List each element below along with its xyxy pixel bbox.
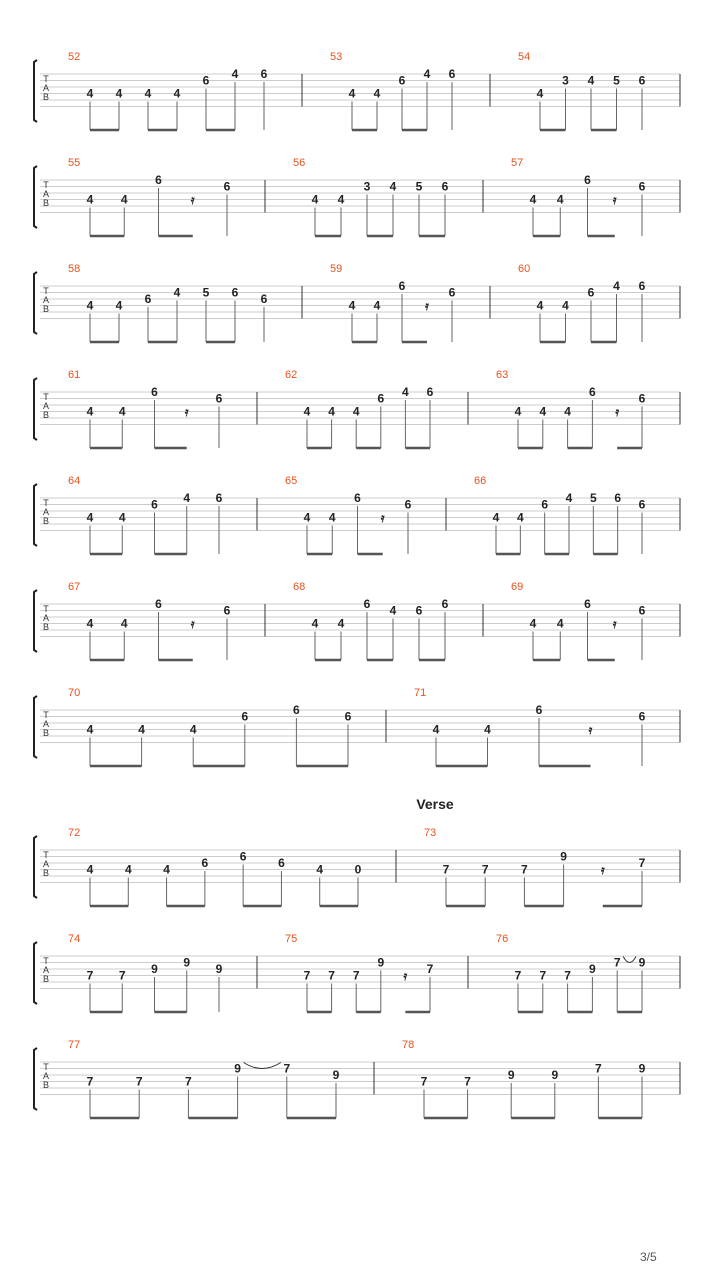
fret-number: 4 bbox=[303, 510, 311, 525]
fret-number: 6 bbox=[541, 497, 549, 512]
fret-number: 4 bbox=[328, 510, 336, 525]
fret-number: 4 bbox=[144, 86, 152, 101]
fret-number: 4 bbox=[303, 404, 311, 419]
fret-number: 6 bbox=[239, 849, 247, 864]
fret-number: 6 bbox=[201, 856, 209, 870]
measure-number: 75 bbox=[285, 933, 298, 945]
system-bracket bbox=[34, 166, 37, 228]
fret-number: 4 bbox=[86, 86, 94, 101]
fret-number: 4 bbox=[562, 298, 569, 313]
fret-number: 4 bbox=[124, 862, 132, 877]
rest-symbol: 𝄿 bbox=[425, 299, 429, 313]
fret-number: 6 bbox=[638, 497, 646, 512]
fret-number: 6 bbox=[441, 179, 449, 194]
system-bracket bbox=[34, 1048, 37, 1110]
measure-number: 67 bbox=[68, 581, 81, 593]
fret-number: 9 bbox=[560, 849, 567, 864]
system-bracket bbox=[34, 696, 37, 758]
fret-number: 7 bbox=[86, 1074, 94, 1089]
fret-number: 5 bbox=[202, 285, 210, 300]
fret-number: 5 bbox=[415, 179, 423, 194]
fret-number: 4 bbox=[529, 192, 537, 207]
fret-number: 4 bbox=[389, 603, 397, 618]
fret-number: 6 bbox=[202, 73, 210, 88]
tab-clef-letter: B bbox=[42, 622, 50, 632]
fret-number: 4 bbox=[86, 510, 94, 525]
fret-number: 6 bbox=[638, 391, 646, 406]
fret-number: 6 bbox=[426, 385, 434, 399]
rest-symbol: 𝄿 bbox=[380, 511, 385, 525]
fret-number: 6 bbox=[404, 497, 412, 512]
measure-number: 57 bbox=[511, 157, 524, 169]
fret-number: 4 bbox=[536, 86, 544, 101]
measure-number: 72 bbox=[68, 827, 81, 839]
tie-arc bbox=[244, 1063, 281, 1069]
fret-number: 6 bbox=[638, 603, 646, 618]
measure-number: 59 bbox=[330, 263, 343, 275]
fret-number: 5 bbox=[613, 73, 620, 88]
fret-number: 4 bbox=[86, 404, 94, 419]
fret-number: 4 bbox=[115, 86, 123, 101]
rest-symbol: 𝄿 bbox=[600, 863, 605, 877]
fret-number: 6 bbox=[260, 292, 268, 306]
measure-number: 68 bbox=[293, 581, 306, 593]
fret-number: 6 bbox=[260, 67, 268, 81]
fret-number: 6 bbox=[638, 709, 646, 724]
measure-number: 70 bbox=[68, 687, 81, 699]
fret-number: 7 bbox=[514, 968, 522, 983]
fret-number: 5 bbox=[589, 491, 597, 505]
fret-number: 4 bbox=[316, 862, 324, 877]
tab-clef-letter: B bbox=[42, 410, 50, 420]
fret-number: 4 bbox=[138, 722, 145, 737]
tab-clef-letter: T bbox=[43, 710, 49, 720]
tab-clef-letter: A bbox=[42, 295, 50, 305]
measure-number: 64 bbox=[68, 475, 81, 487]
fret-number: 4 bbox=[352, 404, 360, 419]
fret-number: 7 bbox=[303, 968, 311, 983]
fret-number: 6 bbox=[223, 179, 231, 194]
fret-number: 9 bbox=[638, 955, 646, 970]
tab-clef-letter: B bbox=[42, 728, 50, 738]
fret-number: 7 bbox=[613, 955, 621, 970]
tab-clef-letter: B bbox=[42, 516, 50, 526]
fret-number: 7 bbox=[638, 856, 646, 870]
fret-number: 7 bbox=[426, 962, 434, 976]
measure-number: 77 bbox=[68, 1039, 81, 1051]
fret-number: 4 bbox=[432, 722, 440, 737]
fret-number: 7 bbox=[464, 1074, 471, 1089]
fret-number: 6 bbox=[223, 603, 231, 618]
fret-number: 7 bbox=[481, 862, 489, 877]
fret-number: 4 bbox=[565, 491, 573, 505]
tab-clef-letter: A bbox=[42, 965, 50, 975]
fret-number: 6 bbox=[155, 597, 162, 611]
fret-number: 7 bbox=[420, 1074, 428, 1089]
fret-number: 6 bbox=[535, 703, 543, 717]
fret-number: 7 bbox=[595, 1061, 602, 1076]
fret-number: 4 bbox=[423, 67, 431, 81]
fret-number: 7 bbox=[86, 968, 94, 983]
tab-clef-letter: T bbox=[43, 956, 49, 966]
tab-clef-letter: A bbox=[42, 401, 50, 411]
fret-number: 4 bbox=[529, 616, 537, 631]
system-bracket bbox=[34, 942, 37, 1004]
tab-clef-letter: A bbox=[42, 507, 50, 517]
fret-number: 7 bbox=[539, 968, 547, 983]
rest-symbol: 𝄿 bbox=[612, 617, 617, 631]
fret-number: 4 bbox=[337, 192, 345, 207]
measure-number: 69 bbox=[511, 581, 524, 593]
rest-symbol: 𝄿 bbox=[615, 405, 620, 419]
fret-number: 4 bbox=[556, 616, 564, 631]
tab-clef-letter: T bbox=[43, 180, 49, 190]
system-bracket bbox=[34, 272, 37, 334]
measure-number: 76 bbox=[496, 933, 509, 945]
fret-number: 4 bbox=[373, 86, 381, 101]
tab-clef-letter: T bbox=[43, 74, 49, 84]
tab-clef-letter: A bbox=[42, 189, 50, 199]
fret-number: 4 bbox=[348, 298, 356, 313]
section-label-verse: Verse bbox=[416, 796, 454, 812]
fret-number: 6 bbox=[215, 491, 223, 505]
fret-number: 4 bbox=[484, 722, 491, 737]
fret-number: 6 bbox=[398, 279, 406, 293]
fret-number: 7 bbox=[521, 862, 528, 877]
fret-number: 6 bbox=[589, 385, 596, 399]
tab-clef-letter: T bbox=[43, 498, 49, 508]
fret-number: 9 bbox=[507, 1068, 515, 1082]
fret-number: 4 bbox=[556, 192, 564, 207]
measure-number: 73 bbox=[424, 827, 437, 839]
fret-number: 0 bbox=[354, 862, 362, 877]
system-bracket bbox=[34, 836, 37, 898]
measure-number: 74 bbox=[68, 933, 81, 945]
fret-number: 9 bbox=[234, 1061, 241, 1076]
fret-number: 4 bbox=[118, 510, 126, 525]
measure-number: 65 bbox=[285, 475, 298, 487]
tab-clef-letter: T bbox=[43, 392, 49, 402]
measure-number: 60 bbox=[518, 263, 531, 275]
fret-number: 9 bbox=[151, 962, 158, 976]
system-bracket bbox=[34, 378, 37, 440]
tab-clef-letter: A bbox=[42, 719, 50, 729]
fret-number: 4 bbox=[311, 616, 319, 631]
tie-arc bbox=[623, 957, 636, 963]
fret-number: 6 bbox=[293, 703, 300, 717]
fret-number: 6 bbox=[144, 292, 152, 306]
fret-number: 4 bbox=[389, 179, 397, 194]
measure-number: 53 bbox=[330, 51, 343, 63]
fret-number: 7 bbox=[118, 968, 126, 983]
fret-number: 3 bbox=[363, 179, 371, 194]
fret-number: 6 bbox=[448, 285, 456, 300]
fret-number: 9 bbox=[215, 962, 223, 976]
system-bracket bbox=[34, 60, 37, 122]
tab-clef-letter: B bbox=[42, 974, 50, 984]
fret-number: 9 bbox=[638, 1061, 646, 1076]
system-bracket bbox=[34, 484, 37, 546]
fret-number: 9 bbox=[551, 1068, 559, 1082]
fret-number: 9 bbox=[377, 955, 385, 970]
fret-number: 7 bbox=[135, 1074, 143, 1089]
tab-clef-letter: B bbox=[42, 1080, 50, 1090]
fret-number: 4 bbox=[587, 73, 595, 88]
rest-symbol: 𝄿 bbox=[190, 617, 195, 631]
fret-number: 3 bbox=[562, 73, 569, 88]
fret-number: 6 bbox=[231, 285, 239, 300]
fret-number: 4 bbox=[311, 192, 319, 207]
fret-number: 4 bbox=[492, 510, 500, 525]
fret-number: 4 bbox=[86, 616, 94, 631]
tab-clef-letter: B bbox=[42, 198, 50, 208]
fret-number: 9 bbox=[183, 955, 191, 970]
fret-number: 4 bbox=[118, 404, 126, 419]
fret-number: 6 bbox=[241, 709, 249, 724]
fret-number: 6 bbox=[151, 497, 158, 512]
fret-number: 6 bbox=[638, 179, 646, 194]
tab-clef-letter: T bbox=[43, 286, 49, 296]
fret-number: 4 bbox=[86, 862, 94, 877]
fret-number: 4 bbox=[86, 298, 94, 313]
fret-number: 4 bbox=[120, 616, 128, 631]
fret-number: 4 bbox=[115, 298, 123, 313]
fret-number: 6 bbox=[415, 603, 423, 618]
tab-clef-letter: T bbox=[43, 850, 49, 860]
fret-number: 4 bbox=[348, 86, 356, 101]
fret-number: 4 bbox=[516, 510, 524, 525]
measure-number: 56 bbox=[293, 157, 306, 169]
fret-number: 4 bbox=[163, 862, 170, 877]
tab-clef-letter: T bbox=[43, 604, 49, 614]
fret-number: 4 bbox=[120, 192, 128, 207]
fret-number: 4 bbox=[183, 491, 191, 505]
fret-number: 6 bbox=[155, 173, 162, 187]
tab-clef-letter: B bbox=[42, 92, 50, 102]
fret-number: 4 bbox=[564, 404, 571, 419]
fret-number: 4 bbox=[189, 722, 197, 737]
measure-number: 54 bbox=[518, 51, 531, 63]
rest-symbol: 𝄿 bbox=[612, 193, 617, 207]
fret-number: 7 bbox=[185, 1074, 192, 1089]
fret-number: 4 bbox=[173, 86, 181, 101]
fret-number: 4 bbox=[231, 67, 239, 81]
measure-number: 71 bbox=[414, 687, 427, 699]
fret-number: 6 bbox=[587, 285, 595, 300]
fret-number: 4 bbox=[86, 192, 94, 207]
rest-symbol: 𝄿 bbox=[184, 405, 189, 419]
rest-symbol: 𝄿 bbox=[403, 969, 408, 983]
fret-number: 4 bbox=[402, 385, 409, 399]
tab-clef-letter: B bbox=[42, 868, 50, 878]
fret-number: 6 bbox=[151, 385, 158, 399]
fret-number: 4 bbox=[173, 285, 181, 300]
fret-number: 4 bbox=[337, 616, 345, 631]
fret-number: 6 bbox=[215, 391, 223, 406]
fret-number: 4 bbox=[539, 404, 547, 419]
tab-clef-letter: A bbox=[42, 859, 50, 869]
measure-number: 63 bbox=[496, 369, 509, 381]
fret-number: 4 bbox=[86, 722, 94, 737]
fret-number: 7 bbox=[283, 1061, 291, 1076]
measure-number: 62 bbox=[285, 369, 298, 381]
rest-symbol: 𝄿 bbox=[588, 723, 593, 737]
fret-number: 6 bbox=[398, 73, 406, 88]
fret-number: 9 bbox=[332, 1068, 340, 1082]
fret-number: 6 bbox=[278, 856, 285, 870]
system-bracket bbox=[34, 590, 37, 652]
fret-number: 6 bbox=[584, 597, 591, 611]
fret-number: 7 bbox=[442, 862, 450, 877]
fret-number: 4 bbox=[328, 404, 335, 419]
fret-number: 6 bbox=[377, 391, 385, 406]
fret-number: 6 bbox=[614, 491, 622, 505]
fret-number: 7 bbox=[328, 968, 335, 983]
fret-number: 7 bbox=[352, 968, 360, 983]
measure-number: 58 bbox=[68, 263, 81, 275]
fret-number: 6 bbox=[441, 597, 449, 611]
measure-number: 55 bbox=[68, 157, 81, 169]
tab-clef-letter: T bbox=[43, 1062, 49, 1072]
measure-number: 78 bbox=[402, 1039, 415, 1051]
fret-number: 4 bbox=[613, 279, 620, 293]
measure-number: 52 bbox=[68, 51, 81, 63]
tab-clef-letter: A bbox=[42, 613, 50, 623]
fret-number: 6 bbox=[584, 173, 591, 187]
fret-number: 6 bbox=[638, 279, 646, 293]
fret-number: 9 bbox=[589, 962, 596, 976]
fret-number: 6 bbox=[363, 597, 371, 611]
fret-number: 6 bbox=[448, 67, 456, 81]
fret-number: 4 bbox=[536, 298, 544, 313]
fret-number: 4 bbox=[373, 298, 381, 313]
fret-number: 6 bbox=[344, 709, 352, 724]
fret-number: 6 bbox=[354, 491, 361, 505]
fret-number: 6 bbox=[638, 73, 646, 88]
page-number: 3/5 bbox=[640, 1250, 657, 1264]
measure-number: 61 bbox=[68, 369, 81, 381]
fret-number: 4 bbox=[514, 404, 522, 419]
tab-clef-letter: A bbox=[42, 83, 50, 93]
rest-symbol: 𝄿 bbox=[190, 193, 195, 207]
tab-clef-letter: A bbox=[42, 1071, 50, 1081]
fret-number: 7 bbox=[564, 968, 571, 983]
measure-number: 66 bbox=[474, 475, 487, 487]
tab-clef-letter: B bbox=[42, 304, 50, 314]
